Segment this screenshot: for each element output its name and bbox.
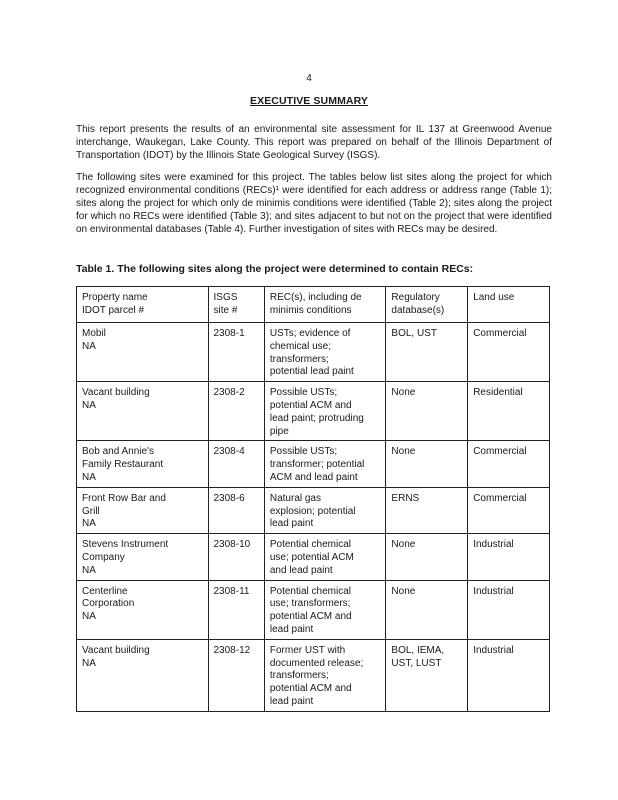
table-row: [77, 639, 550, 711]
cell-line: NA: [82, 340, 96, 352]
cell-line: and lead paint: [269, 564, 333, 576]
header-line: database(s): [391, 304, 445, 316]
cell-land-use: [468, 580, 550, 639]
cell-line: Possible USTs;: [269, 446, 338, 458]
cell-line: Industrial: [473, 539, 514, 551]
cell-property: [77, 441, 209, 487]
cell-property: [77, 639, 209, 711]
cell-line: Family Restaurant: [82, 459, 164, 471]
cell-line: ERNS: [391, 492, 420, 504]
intro-paragraph: This report presents the results of an environmental site assessment for IL 137 at Greenwood Avenue interchange, Waukegan, Lake County. This report was prepared on behalf of the Illinois Department of Transportation (IDOT) by the Illinois State Geological Survey (ISGS).: [76, 124, 552, 161]
cell-line: NA: [82, 471, 96, 483]
cell-line: Potential chemical: [269, 585, 352, 597]
cell-line: Grill: [82, 505, 100, 517]
header-line: IDOT parcel #: [82, 304, 145, 316]
cell-line: Industrial: [473, 585, 514, 597]
cell-line: 2308-12: [213, 644, 251, 656]
cell-recs: [264, 639, 386, 711]
cell-line: Possible USTs;: [269, 387, 338, 399]
cell-line: None: [391, 446, 416, 458]
sites-paragraph: The following sites were examined for this project. The tables below list sites along the project for which recognized environmental conditions (RECs)¹ were identified for each address or address range (Table 1); sites along the project for which only de minimis conditions were identified (Table 2); sites along the project for which no RECs were identified (Table 3); and sites adjacent to but not on the project that were identified on environmental databases (Table 4). Further investigation of sites with RECs may be desired.: [76, 172, 552, 235]
cell-isgs-site: [208, 382, 264, 441]
cell-recs: [264, 580, 386, 639]
cell-line: transformers;: [269, 670, 329, 682]
table-row: [77, 382, 550, 441]
header-line: site #: [213, 304, 238, 316]
cell-line: Vacant building: [82, 387, 150, 399]
cell-line: Bob and Annie's: [82, 446, 154, 458]
cell-line: Front Row Bar and: [82, 492, 166, 504]
cell-line: lead paint: [269, 518, 314, 530]
cell-isgs-site: [208, 441, 264, 487]
cell-line: Corporation: [82, 598, 135, 610]
cell-line: lead paint; protruding: [269, 412, 364, 424]
cell-isgs-site: [208, 323, 264, 382]
cell-line: ACM and lead paint: [269, 471, 358, 483]
cell-line: Vacant building: [82, 644, 150, 656]
cell-line: documented release;: [269, 657, 364, 669]
cell-line: transformer; potential: [269, 459, 365, 471]
rec-sites-table: [76, 286, 550, 712]
header-line: Land use: [473, 292, 515, 303]
cell-property: [77, 580, 209, 639]
cell-line: NA: [82, 518, 96, 530]
cell-property: [77, 534, 209, 580]
cell-line: NA: [82, 657, 96, 669]
cell-land-use: [468, 323, 550, 382]
cell-line: None: [391, 539, 416, 551]
header-isgs: [208, 287, 264, 323]
table-row: [77, 487, 550, 533]
cell-property: [77, 323, 209, 382]
header-land-use: [468, 287, 550, 323]
cell-recs: [264, 382, 386, 441]
cell-line: Centerline: [82, 585, 128, 597]
table-row: [77, 323, 550, 382]
cell-isgs-site: [208, 580, 264, 639]
header-recs: [264, 287, 386, 323]
cell-recs: [264, 323, 386, 382]
cell-line: Industrial: [473, 644, 514, 656]
page-title: EXECUTIVE SUMMARY: [250, 95, 368, 107]
cell-line: None: [391, 585, 416, 597]
header-line: REC(s), including de: [269, 292, 362, 303]
cell-line: pipe: [269, 425, 289, 437]
table-row: [77, 441, 550, 487]
cell-land-use: [468, 534, 550, 580]
cell-line: NA: [82, 564, 96, 576]
cell-line: lead paint: [269, 695, 314, 707]
cell-line: use; potential ACM: [269, 551, 354, 563]
cell-line: Former UST with: [269, 644, 346, 656]
cell-property: [77, 487, 209, 533]
cell-land-use: [468, 441, 550, 487]
cell-isgs-site: [208, 534, 264, 580]
cell-line: potential ACM and: [269, 611, 352, 623]
cell-line: Stevens Instrument: [82, 539, 169, 551]
cell-line: 2308-6: [213, 492, 245, 504]
cell-database: [386, 441, 468, 487]
cell-line: Residential: [473, 387, 523, 399]
cell-line: lead paint: [269, 623, 314, 635]
header-line: minimis conditions: [269, 304, 352, 316]
table-row: [77, 534, 550, 580]
cell-land-use: [468, 382, 550, 441]
header-line: Regulatory: [391, 292, 440, 303]
cell-recs: [264, 441, 386, 487]
cell-line: NA: [82, 399, 96, 411]
cell-line: use; transformers;: [269, 598, 351, 610]
cell-land-use: [468, 487, 550, 533]
cell-line: Potential chemical: [269, 539, 352, 551]
cell-line: 2308-2: [213, 387, 245, 399]
cell-line: potential lead paint: [269, 366, 354, 378]
cell-recs: [264, 487, 386, 533]
table-caption: Table 1. The following sites along the project were determined to contain RECs:: [76, 263, 474, 275]
header-line: ISGS: [213, 292, 238, 303]
cell-database: [386, 639, 468, 711]
cell-line: chemical use;: [269, 340, 331, 352]
cell-line: 2308-10: [213, 539, 251, 551]
cell-database: [386, 580, 468, 639]
cell-land-use: [468, 639, 550, 711]
table-header-row: [77, 287, 550, 323]
cell-line: transformers;: [269, 353, 329, 365]
cell-line: Commercial: [473, 492, 527, 504]
cell-recs: [264, 534, 386, 580]
cell-line: Commercial: [473, 446, 527, 458]
cell-line: potential ACM and: [269, 399, 352, 411]
cell-line: Natural gas: [269, 492, 321, 504]
cell-database: [386, 534, 468, 580]
cell-line: 2308-1: [213, 328, 245, 339]
page-number: 4: [306, 73, 312, 84]
table-body: [77, 323, 550, 712]
cell-database: [386, 487, 468, 533]
cell-line: BOL, UST: [391, 328, 437, 339]
cell-line: Company: [82, 551, 125, 563]
header-property: [77, 287, 209, 323]
cell-isgs-site: [208, 639, 264, 711]
cell-isgs-site: [208, 487, 264, 533]
cell-line: NA: [82, 611, 96, 623]
cell-line: None: [391, 387, 416, 399]
cell-line: 2308-11: [213, 585, 250, 597]
cell-line: UST, LUST: [391, 657, 442, 669]
cell-database: [386, 323, 468, 382]
cell-database: [386, 382, 468, 441]
table-row: [77, 580, 550, 639]
cell-property: [77, 382, 209, 441]
cell-line: potential ACM and: [269, 683, 352, 695]
cell-line: 2308-4: [213, 446, 245, 458]
cell-line: BOL, IEMA,: [391, 644, 445, 656]
cell-line: USTs; evidence of: [269, 328, 351, 339]
cell-line: explosion; potential: [269, 505, 356, 517]
cell-line: Commercial: [473, 328, 527, 339]
header-line: Property name: [82, 292, 148, 303]
cell-line: Mobil: [82, 328, 106, 339]
header-database: [386, 287, 468, 323]
